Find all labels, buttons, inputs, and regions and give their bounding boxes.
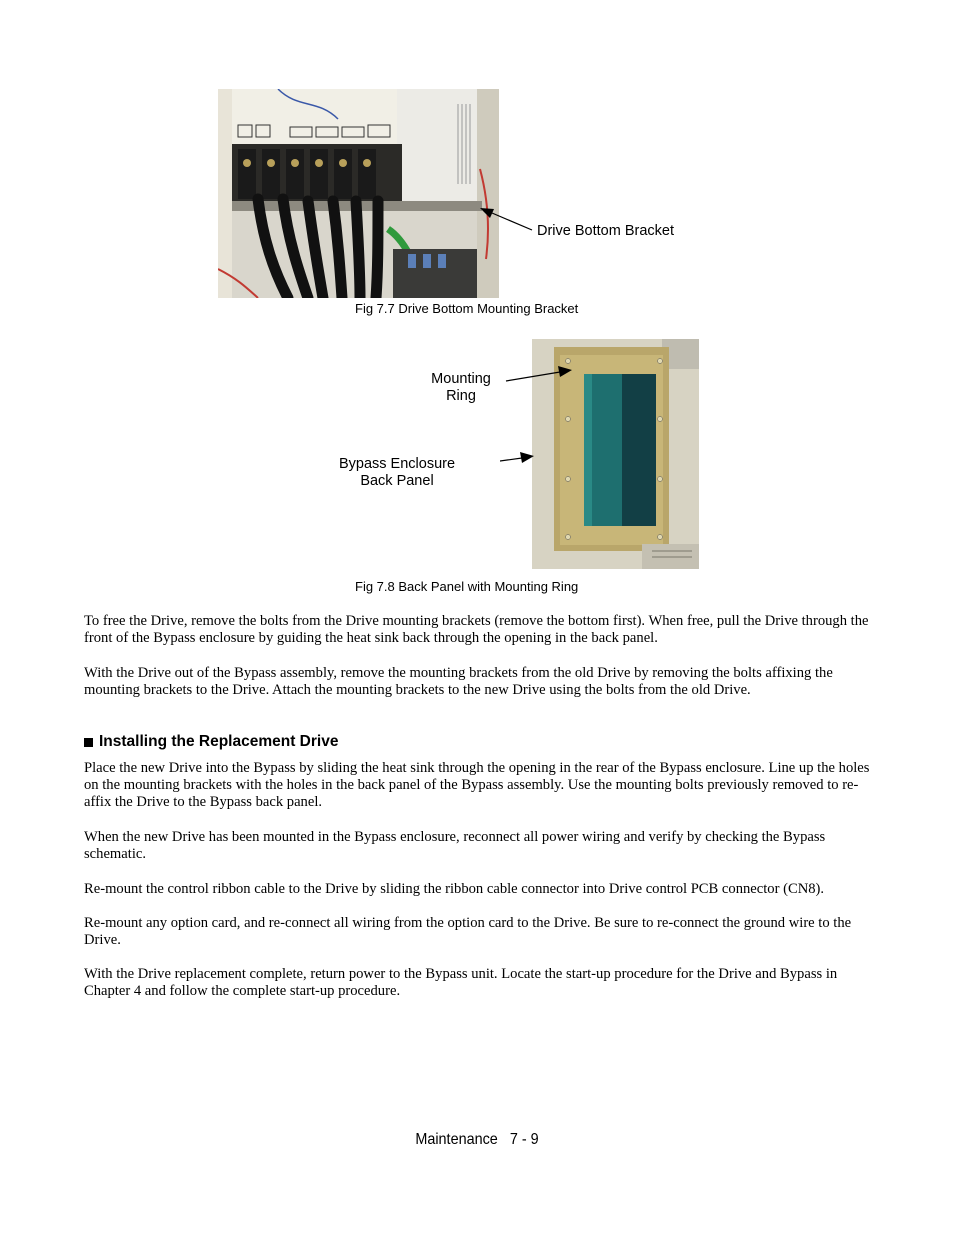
paragraph: With the Drive out of the Bypass assembly, remove the mounting brackets from the old Drive by removing the bolts affixing the mounting brackets to the Drive. Attach the mounting brackets to the new Drive using the bolts from the old Drive. bbox=[84, 665, 833, 699]
callout-bypass-back-panel bbox=[326, 456, 468, 490]
section-heading bbox=[84, 733, 338, 751]
callout-drive-bottom-bracket: Drive Bottom Bracket bbox=[537, 223, 674, 239]
callout-line: Ring bbox=[446, 388, 476, 404]
paragraph: Re-mount the control ribbon cable to the Drive by sliding the ribbon cable connector into Drive control PCB connector (CN8). bbox=[84, 881, 825, 897]
figure-caption-7-8: Fig 7.8 Back Panel with Mounting Ring bbox=[355, 579, 579, 594]
paragraph: When the new Drive has been mounted in the Bypass enclosure, reconnect all power wiring and verify by checking the Bypass schematic. bbox=[84, 829, 826, 863]
callout-line: Bypass Enclosure bbox=[338, 456, 456, 472]
section-heading-text: Installing the Replacement Drive bbox=[99, 733, 339, 750]
paragraph: With the Drive replacement complete, return power to the Bypass unit. Locate the start-up procedure for the Drive and Bypass in Chapter 4 and follow the complete start-up procedure. bbox=[84, 966, 838, 1000]
callout-leader-line bbox=[470, 200, 540, 240]
drive-wiring-photo bbox=[218, 89, 499, 298]
square-bullet-icon bbox=[84, 738, 93, 747]
paragraph: Place the new Drive into the Bypass by sliding the heat sink through the opening in the rear of the Bypass enclosure. Line up the holes on the mounting brackets with the holes in the back panel of the Bypass assembly. Use the mounting bolts previously removed to re-affix the Drive to the Bypass back panel. bbox=[84, 760, 870, 811]
figure-caption-7-7: Fig 7.7 Drive Bottom Mounting Bracket bbox=[355, 301, 579, 316]
paragraph: Re-mount any option card, and re-connect all wiring from the option card to the Drive. Be sure to re-connect the ground wire to the Drive. bbox=[84, 915, 852, 949]
callout-leader-lines bbox=[500, 360, 580, 480]
callout-line: Mounting bbox=[431, 371, 491, 387]
footer-section: Maintenance bbox=[415, 1131, 498, 1148]
paragraph: To free the Drive, remove the bolts from the Drive mounting brackets (remove the bottom first). When free, pull the Drive through the front of the Bypass enclosure by guiding the heat sink back through the opening in the back panel. bbox=[84, 613, 869, 647]
callout-line: Back Panel bbox=[360, 473, 434, 489]
page-number: 7 - 9 bbox=[509, 1131, 539, 1148]
page-footer bbox=[48, 1131, 907, 1149]
callout-mounting-ring bbox=[412, 371, 510, 405]
